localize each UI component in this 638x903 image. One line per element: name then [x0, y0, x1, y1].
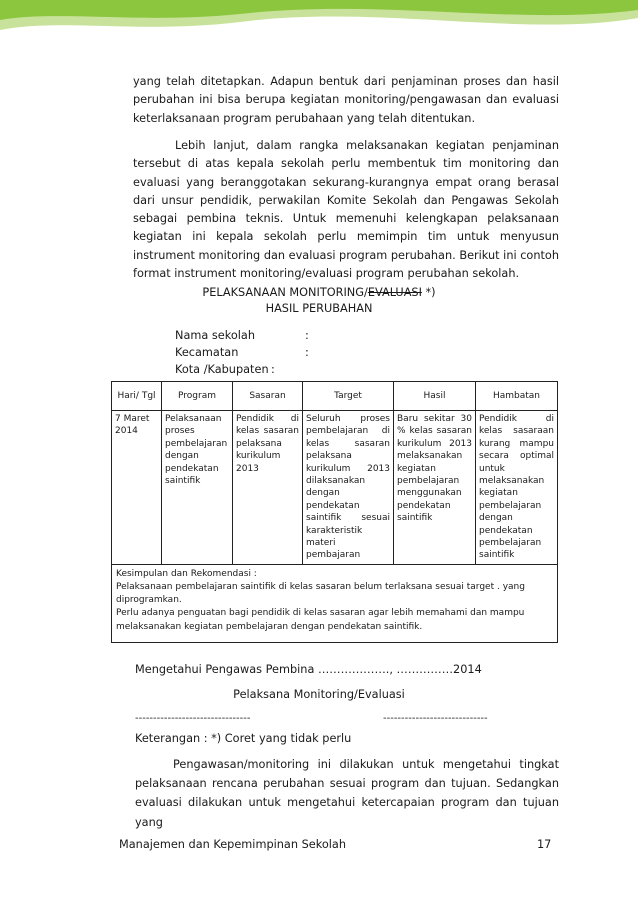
table-cell: Pendidik di kelas sasaraan kurang mampu secara optimal untuk melaksanakan kegiatan pembelajaran dengan pendekatan pembelajaran saintifik — [476, 411, 558, 565]
table-header: Hari/ Tgl — [112, 382, 162, 411]
monitoring-table — [111, 381, 558, 643]
table-header: Hambatan — [476, 382, 558, 411]
info-row-city — [175, 361, 309, 378]
footer-title: Manajemen dan Kepemimpinan Sekolah — [119, 838, 346, 851]
conclusion-text: Pelaksanaan pembelajaran saintifik di kelas sasaran belum terlaksana sesuai target . yang diprogramkan. — [116, 582, 525, 606]
form-title-struck: EVALUASI — [367, 286, 422, 299]
info-label: Kota /Kabupaten — [175, 363, 269, 376]
info-value: : — [305, 329, 309, 342]
table-header: Sasaran — [233, 382, 303, 411]
info-value: : — [271, 363, 275, 376]
table-row — [112, 411, 558, 565]
info-row-district — [175, 344, 309, 361]
paragraph-2 — [133, 137, 559, 283]
conclusion-row — [112, 564, 558, 642]
table-header: Hasil — [394, 382, 476, 411]
conclusion-title: Kesimpulan dan Rekomendasi : — [116, 568, 257, 579]
form-title-suffix: *) — [421, 286, 436, 299]
table-cell: Seluruh proses pembelajaran di kelas sasaran pelaksana kurikulum 2013 dilaksanakan dengan pendekatan saintifik sesuai karakteristik materi pembajaran — [303, 411, 394, 565]
executor-label: Pelaksana Monitoring/Evaluasi — [233, 688, 405, 701]
table-cell: Pelaksanaan proses pembelajaran dengan pendekatan saintifik — [162, 411, 233, 565]
conclusion-cell — [112, 564, 558, 642]
acknowledged-line: Mengetahui Pengawas Pembina ………………., ……………2014 — [135, 663, 482, 676]
signature-line-left: -------------------------------- — [135, 713, 251, 724]
conclusion-text: Perlu adanya penguatan bagi pendidik di kelas sasaran agar lebih memahami dan mampu melaksanakan kegiatan pembelajaran dengan pendekatan saintifik. — [116, 608, 525, 632]
note: Keterangan : *) Coret yang tidak perlu — [135, 732, 352, 745]
form-title-line2: HASIL PERUBAHAN — [265, 302, 373, 315]
paragraph-3-text: Pengawasan/monitoring ini dilakukan untuk mengetahui tingkat pelaksanaan rencana perubahan sesuai program dan tujuan. Sedangkan evaluasi dilakukan untuk mengetahui ketercapaian program dan tujuan yang — [135, 758, 559, 829]
table-cell: 7 Maret 2014 — [112, 411, 162, 565]
paragraph-1: yang telah ditetapkan. Adapun bentuk dari penjaminan proses dan hasil perubahan ini bisa berupa kegiatan monitoring/pengawasan dan evaluasi keterlaksanaan program perubahaan yang telah ditentukan. — [133, 75, 559, 125]
info-value: : — [305, 346, 309, 359]
table-header: Target — [303, 382, 394, 411]
info-label: Kecamatan — [175, 346, 239, 359]
paragraph-3 — [135, 755, 559, 832]
info-row-school — [175, 327, 309, 344]
page-number: 17 — [537, 838, 552, 851]
table-cell: Baru sekitar 30 % kelas sasaran kurikulum 2013 melaksanakan kegiatan pembelajaran menggunakan pendekatan saintifik — [394, 411, 476, 565]
info-fields — [175, 327, 309, 378]
table-header-row — [112, 382, 558, 411]
table-cell: Pendidik di kelas sasaran pelaksana kurikulum 2013 — [233, 411, 303, 565]
info-label: Nama sekolah — [175, 329, 255, 342]
signature-line-right: ----------------------------- — [383, 713, 488, 724]
form-title-prefix: PELAKSANAAN MONITORING/ — [202, 286, 368, 299]
paragraph-2-text: Lebih lanjut, dalam rangka melaksanakan kegiatan penjaminan tersebut di atas kepala sekolah perlu membentuk tim monitoring dan evaluasi yang beranggotakan sekurang-kurangnya empat orang berasal dari unsur pendidik, perwakilan Komite Sekolah dan Pengawas Sekolah sebagai pembina teknis. Untuk memenuhi kelengkapan pelaksanaan kegiatan ini kepala sekolah perlu memimpin tim untuk menyusun instrument monitoring dan evaluasi program perubahan. Berikut ini contoh format instrument monitoring/evaluasi program perubahan sekolah. — [133, 139, 559, 281]
header-decoration — [0, 0, 638, 50]
form-title-line1 — [0, 284, 638, 301]
table-header: Program — [162, 382, 233, 411]
